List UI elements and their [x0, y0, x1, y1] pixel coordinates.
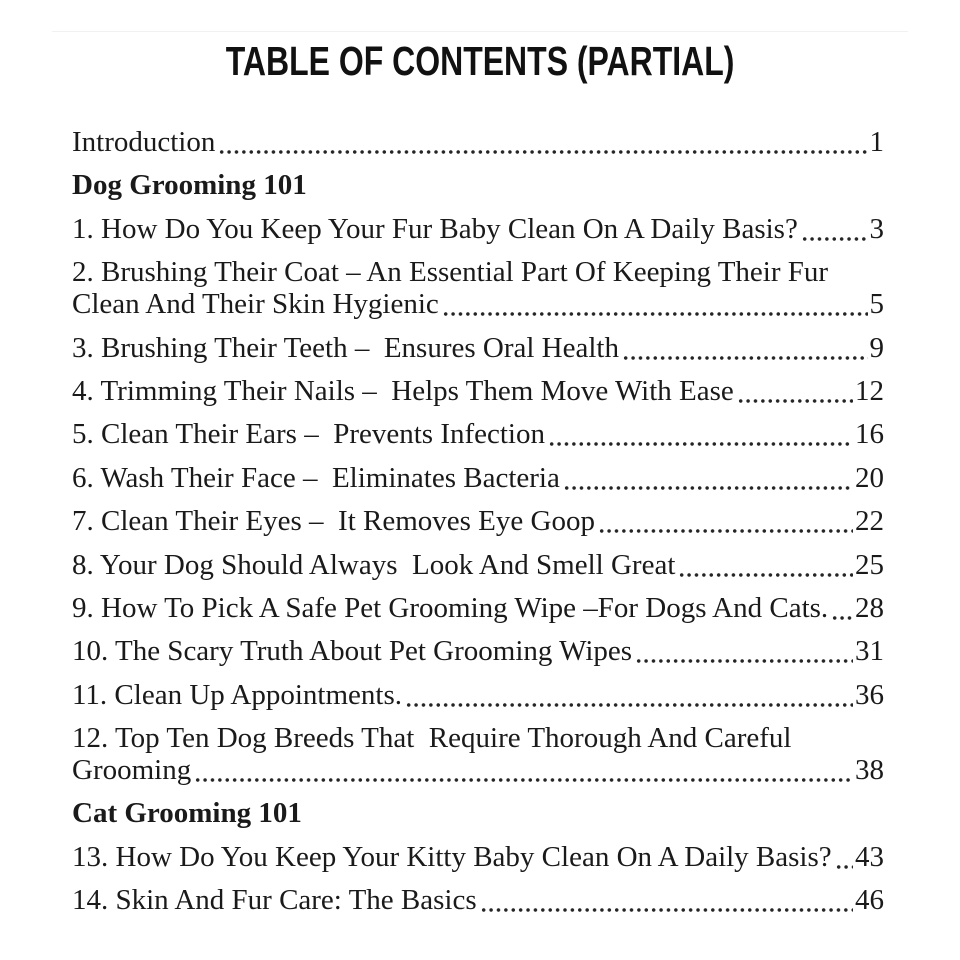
- toc-entry-2: [72, 256, 884, 320]
- dot-leader: [831, 615, 853, 621]
- section-heading-dog-grooming-101: Dog Grooming 101: [72, 169, 307, 202]
- page-number: 31: [855, 635, 884, 668]
- page-title: [0, 38, 960, 84]
- dot-leader: [835, 864, 853, 870]
- toc-entry-11: [72, 679, 884, 711]
- page-scan-edge: [52, 31, 908, 32]
- toc-entry-7: [72, 505, 884, 537]
- entry-text-line2: Clean And Their Skin Hygienic: [72, 288, 439, 321]
- entry-text: 5. Clean Their Ears – Prevents Infection: [72, 418, 545, 451]
- page-number: 28: [855, 591, 884, 624]
- page-number: 1: [869, 126, 884, 158]
- page-number: 3: [869, 212, 884, 245]
- toc-entry-10: [72, 635, 884, 667]
- page-number: 16: [855, 418, 884, 451]
- toc-entry-1: [72, 213, 884, 245]
- page-title-text: TABLE OF CONTENTS (PARTIAL): [225, 38, 735, 84]
- page-number: 22: [855, 505, 884, 538]
- dot-leader: [194, 777, 853, 783]
- entry-text-line2: Grooming: [72, 754, 192, 787]
- toc-entry-9: [72, 592, 884, 624]
- toc-entry-12: [72, 722, 884, 786]
- dot-leader: [480, 907, 853, 913]
- page-number: 43: [855, 840, 884, 873]
- page-number: 25: [855, 548, 884, 581]
- toc-entry-4: [72, 375, 884, 407]
- page-number: 12: [855, 374, 884, 407]
- dot-leader: [563, 485, 853, 491]
- entry-text: 13. How Do You Keep Your Kitty Baby Clean On A Daily Basis?: [72, 840, 832, 873]
- page-number: 36: [855, 678, 884, 711]
- dot-leader: [442, 311, 868, 317]
- table-of-contents: [72, 126, 884, 928]
- entry-text-line1: 2. Brushing Their Coat – An Essential Part Of Keeping Their Fur: [72, 256, 829, 289]
- entry-text: 11. Clean Up Appointments.: [72, 678, 402, 711]
- entry-text: 4. Trimming Their Nails – Helps Them Move With Ease: [72, 374, 734, 407]
- dot-leader: [801, 236, 868, 242]
- dot-leader: [598, 528, 853, 534]
- toc-entry-13: [72, 841, 884, 873]
- entry-text: 3. Brushing Their Teeth – Ensures Oral Health: [72, 331, 619, 364]
- toc-entry-14: [72, 884, 884, 916]
- entry-text: 7. Clean Their Eyes – It Removes Eye Goop: [72, 505, 595, 538]
- dot-leader: [405, 702, 853, 708]
- entry-text: 14. Skin And Fur Care: The Basics: [72, 884, 477, 917]
- entry-text-line1: 12. Top Ten Dog Breeds That Require Thorough And Careful: [72, 722, 792, 755]
- entry-text: 6. Wash Their Face – Eliminates Bacteria: [72, 461, 560, 494]
- toc-entry-5: [72, 418, 884, 450]
- toc-entry-8: [72, 549, 884, 581]
- dot-leader: [548, 441, 853, 447]
- page-number: 9: [869, 331, 884, 364]
- entry-text: 8. Your Dog Should Always Look And Smell Great: [72, 548, 676, 581]
- dot-leader: [737, 398, 853, 404]
- entry-text: 10. The Scary Truth About Pet Grooming Wipes: [72, 635, 633, 668]
- section-heading-cat-grooming-101: Cat Grooming 101: [72, 797, 302, 830]
- toc-entry-introduction: [72, 126, 884, 158]
- toc-entry-6: [72, 462, 884, 494]
- toc-entry-3: [72, 332, 884, 364]
- page-number: 20: [855, 461, 884, 494]
- page-number: 5: [869, 288, 884, 321]
- entry-text: 9. How To Pick A Safe Pet Grooming Wipe –For Dogs And Cats.: [72, 591, 829, 624]
- dot-leader: [635, 658, 853, 664]
- entry-text: Introduction: [72, 126, 216, 158]
- dot-leader: [622, 355, 868, 361]
- dot-leader: [218, 149, 867, 155]
- page-number: 38: [855, 754, 884, 787]
- entry-text: 1. How Do You Keep Your Fur Baby Clean On A Daily Basis?: [72, 212, 798, 245]
- dot-leader: [678, 572, 853, 578]
- page-number: 46: [855, 884, 884, 917]
